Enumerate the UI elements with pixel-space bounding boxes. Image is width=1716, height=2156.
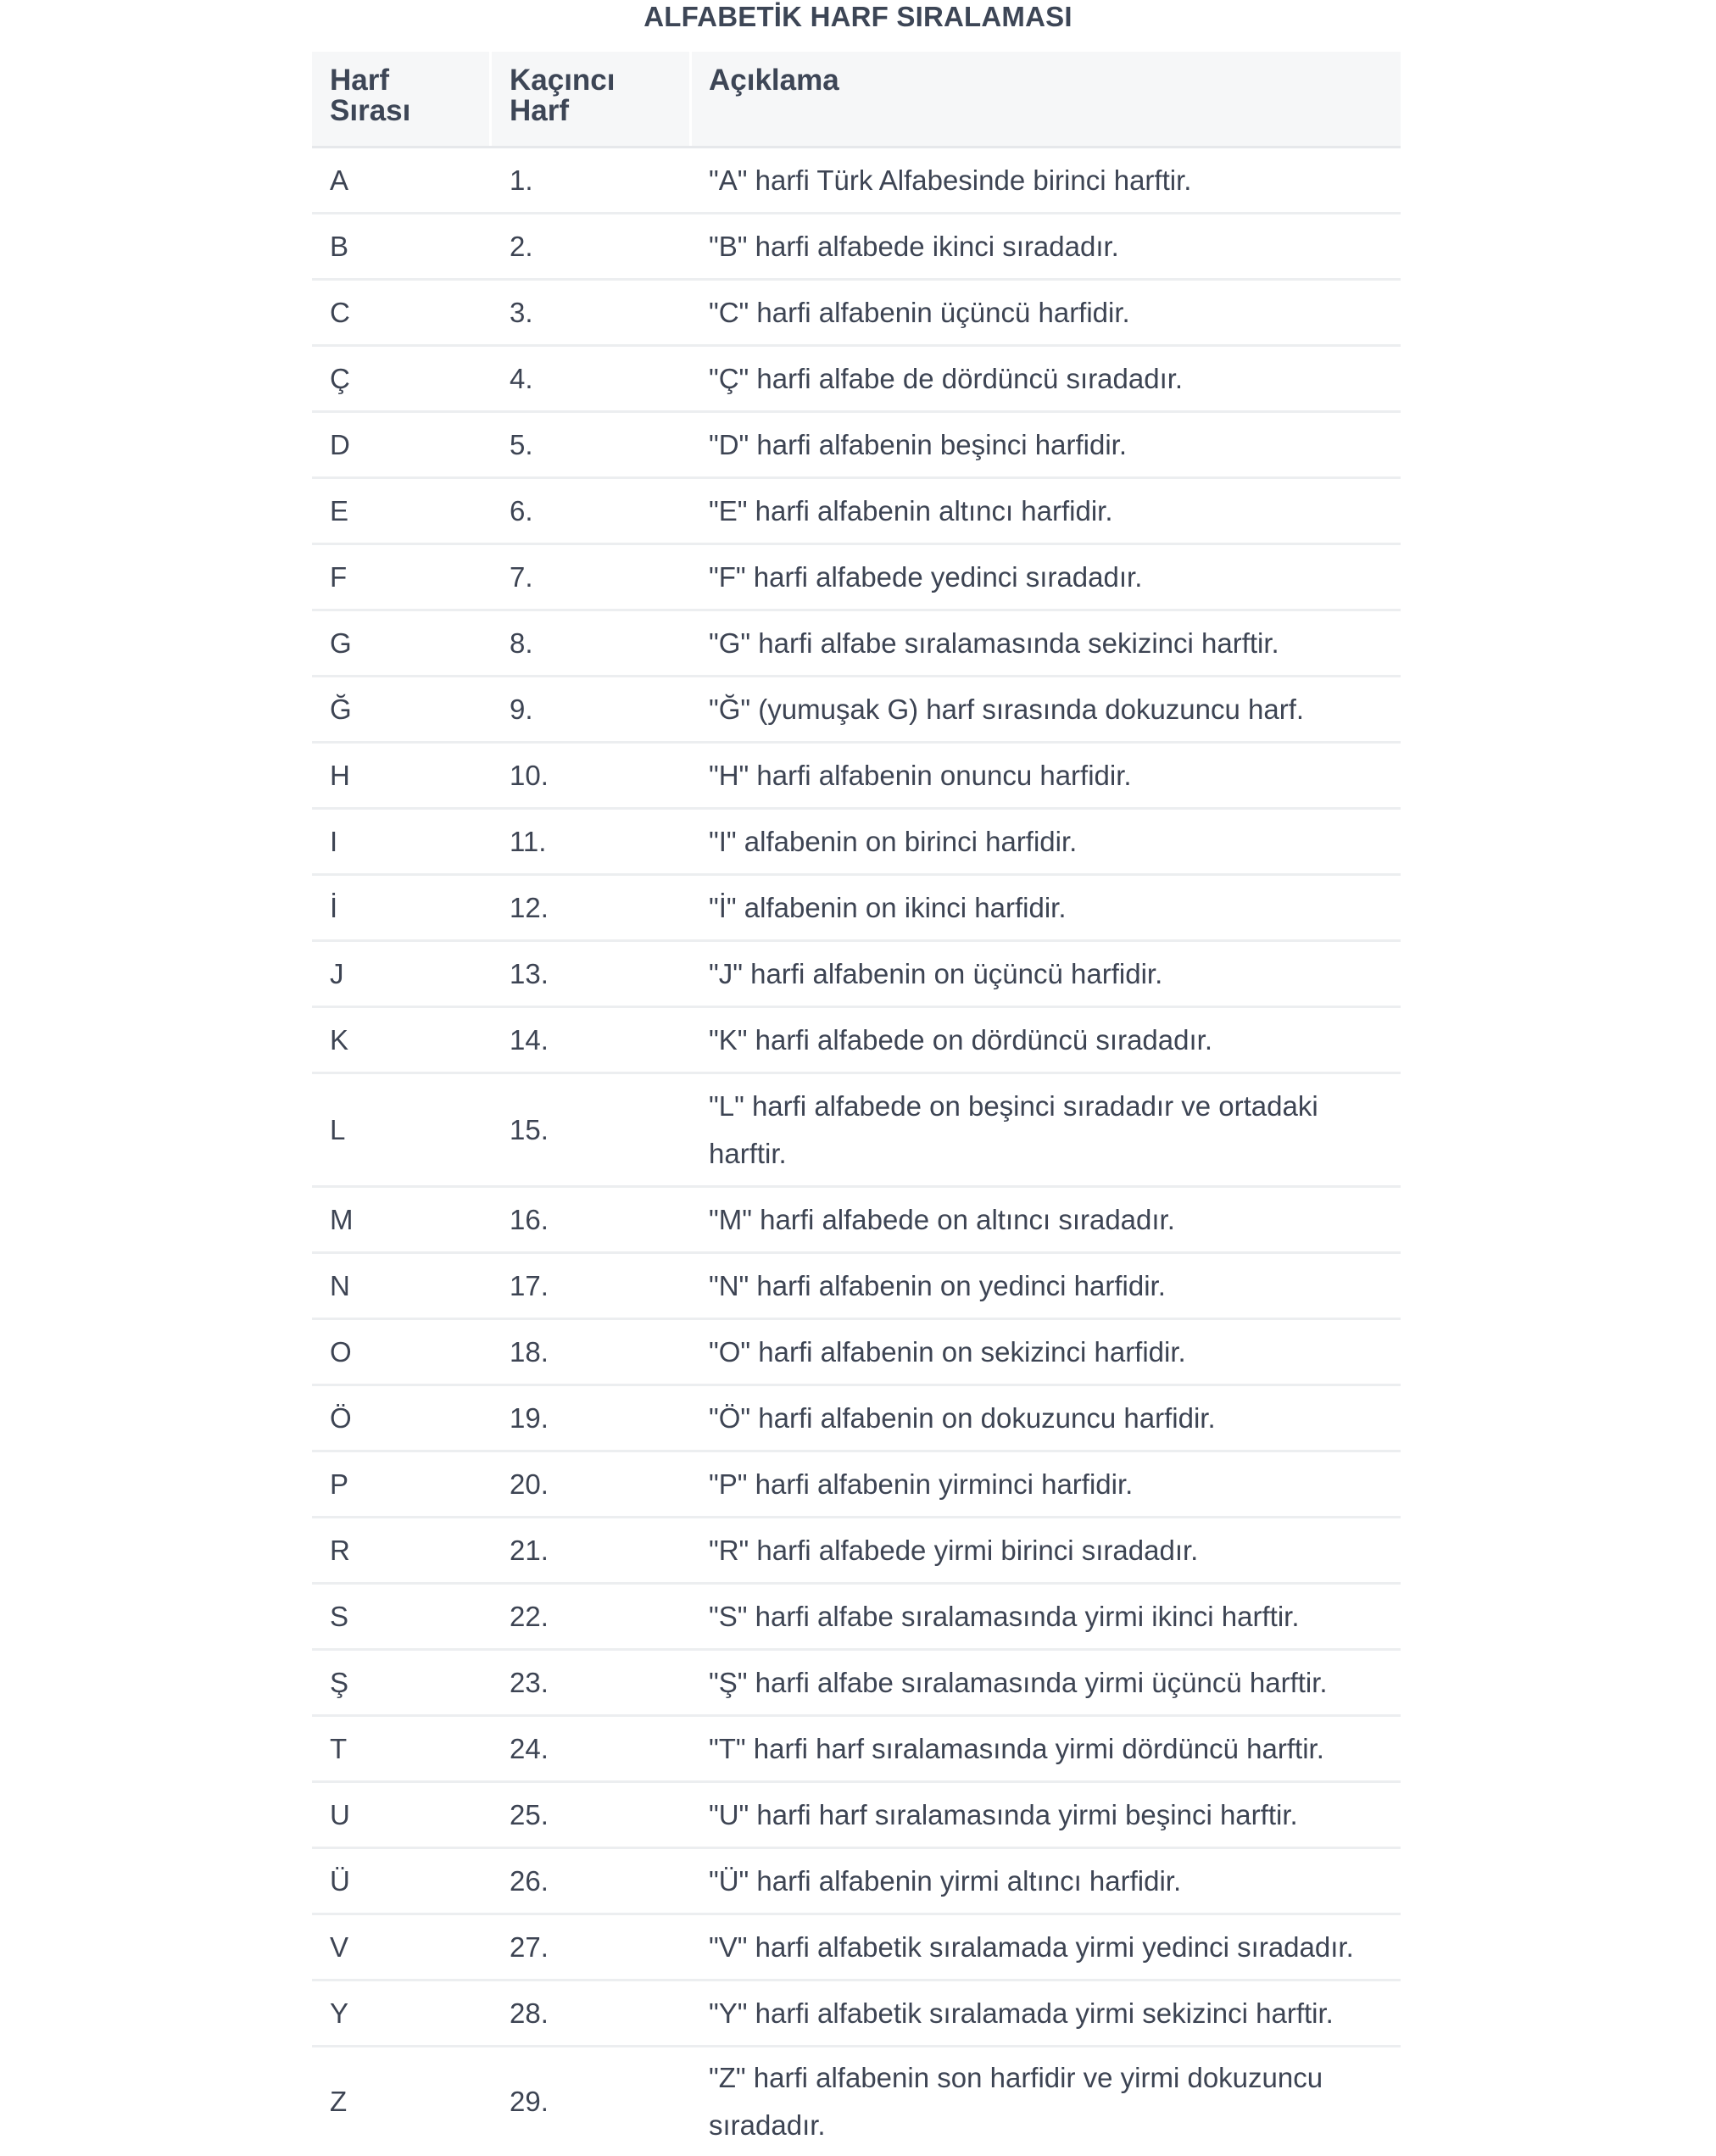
table-row (312, 545, 1401, 611)
cell-description: "H" harfi alfabenin onuncu harfidir. (709, 759, 1132, 791)
cell-order: 7. (510, 560, 533, 593)
cell-order: 21. (510, 1534, 549, 1566)
cell-description: "T" harfi harf sıralamasında yirmi dördüncü harftir. (709, 1732, 1324, 1764)
cell-description: "Ü" harfi alfabenin yirmi altıncı harfidir. (709, 1864, 1182, 1897)
cell-description: "E" harfi alfabenin altıncı harfidir. (709, 494, 1113, 526)
cell-letter: K (330, 1023, 349, 1056)
cell-order: 20. (510, 1468, 549, 1500)
page-title: ALFABETİK HARF SIRALAMASI (644, 1, 1072, 32)
table-row (312, 1651, 1401, 1717)
cell-order: 3. (510, 296, 533, 328)
cell-letter: T (330, 1732, 348, 1764)
cell-order: 10. (510, 759, 549, 791)
cell-order: 9. (510, 693, 533, 725)
cell-letter: E (330, 494, 349, 526)
cell-order: 22. (510, 1600, 549, 1632)
cell-order: 27. (510, 1930, 549, 1963)
cell-order: 4. (510, 362, 533, 394)
cell-order: 24. (510, 1732, 549, 1764)
cell-description: "U" harfi harf sıralamasında yirmi beşinci harftir. (709, 1798, 1298, 1830)
table-row (312, 2047, 1401, 2156)
cell-order: 26. (510, 1864, 549, 1897)
cell-order: 25. (510, 1798, 549, 1830)
cell-order: 8. (510, 627, 533, 659)
cell-description: "I" alfabenin on birinci harfidir. (709, 825, 1078, 857)
table-row (312, 413, 1401, 479)
cell-order: 28. (510, 1997, 549, 2029)
cell-letter: R (330, 1534, 350, 1566)
cell-letter: N (330, 1269, 350, 1301)
cell-letter: G (330, 627, 352, 659)
cell-letter: B (330, 230, 349, 262)
cell-order: 12. (510, 891, 549, 923)
table-row (312, 479, 1401, 545)
cell-order: 14. (510, 1023, 549, 1056)
cell-order: 1. (510, 164, 533, 196)
cell-letter: M (330, 1203, 354, 1235)
table-row (312, 214, 1401, 281)
cell-letter: A (330, 164, 349, 196)
cell-description: "M" harfi alfabede on altıncı sıradadır. (709, 1203, 1175, 1235)
cell-description: "R" harfi alfabede yirmi birinci sıradadır. (709, 1534, 1199, 1566)
cell-letter: S (330, 1600, 349, 1632)
alphabet-table (312, 52, 1401, 2156)
cell-letter: İ (330, 891, 338, 923)
cell-description: "K" harfi alfabede on dördüncü sıradadır. (709, 1023, 1212, 1056)
table-row (312, 1188, 1401, 1254)
table-row (312, 148, 1401, 214)
cell-description: "G" harfi alfabe sıralamasında sekizinci harftir. (709, 627, 1279, 659)
table-row (312, 347, 1401, 413)
table-row (312, 942, 1401, 1008)
header-harf-sirasi: Harf Sırası (312, 52, 492, 146)
cell-letter: J (330, 957, 344, 989)
cell-description: "S" harfi alfabe sıralamasında yirmi ikinci harftir. (709, 1600, 1300, 1632)
cell-order: 15. (510, 1113, 549, 1145)
table-row (312, 744, 1401, 810)
cell-description: "B" harfi alfabede ikinci sıradadır. (709, 230, 1119, 262)
cell-description: "F" harfi alfabede yedinci sıradadır. (709, 560, 1143, 593)
header-aciklama: Açıklama (709, 64, 839, 97)
cell-order: 11. (510, 825, 547, 857)
cell-order: 5. (510, 428, 533, 460)
cell-description: "Y" harfi alfabetik sıralamada yirmi sekizinci harftir. (709, 1997, 1334, 2029)
table-row (312, 810, 1401, 876)
table-row (312, 281, 1401, 347)
cell-letter: Ü (330, 1864, 350, 1897)
cell-description: "P" harfi alfabenin yirminci harfidir. (709, 1468, 1134, 1500)
table-row (312, 1717, 1401, 1783)
table-row (312, 1518, 1401, 1585)
table-row (312, 1008, 1401, 1074)
cell-description: "D" harfi alfabenin beşinci harfidir. (709, 428, 1128, 460)
table-row (312, 1254, 1401, 1320)
table-header (312, 52, 1401, 148)
cell-letter: P (330, 1468, 349, 1500)
cell-description: "Ç" harfi alfabe de dördüncü sıradadır. (709, 362, 1184, 394)
header-kacinci-harf: Kaçıncı Harf (492, 52, 692, 146)
cell-order: 29. (510, 2086, 549, 2117)
table-row (312, 1849, 1401, 1915)
cell-description: "O" harfi alfabenin on sekizinci harfidir. (709, 1335, 1186, 1368)
cell-description: "C" harfi alfabenin üçüncü harfidir. (709, 296, 1130, 328)
table-row (312, 1915, 1401, 1981)
cell-description: "Ğ" (yumuşak G) harf sırasında dokuzuncu harf. (709, 693, 1305, 725)
cell-letter: U (330, 1798, 350, 1830)
cell-order: 17. (510, 1269, 549, 1301)
cell-order: 19. (510, 1401, 549, 1434)
cell-description: "Ş" harfi alfabe sıralamasında yirmi üçüncü harftir. (709, 1666, 1328, 1698)
cell-letter: Ç (330, 362, 350, 394)
table-row (312, 1386, 1401, 1452)
cell-letter: Z (330, 2086, 348, 2117)
table-row (312, 1074, 1401, 1188)
cell-description: "Z" harfi alfabenin son harfidir ve yirmi dokuzuncu sıradadır. (709, 2062, 1323, 2141)
table-row (312, 1783, 1401, 1849)
table-row (312, 677, 1401, 744)
cell-description: "N" harfi alfabenin on yedinci harfidir. (709, 1269, 1166, 1301)
cell-letter: F (330, 560, 348, 593)
cell-description: "J" harfi alfabenin on üçüncü harfidir. (709, 957, 1163, 989)
table-row (312, 1585, 1401, 1651)
cell-letter: L (330, 1113, 346, 1145)
cell-letter: D (330, 428, 350, 460)
table-body (312, 148, 1401, 2156)
cell-letter: Y (330, 1997, 349, 2029)
cell-description: "Ö" harfi alfabenin on dokuzuncu harfidir. (709, 1401, 1216, 1434)
table-row (312, 1452, 1401, 1518)
cell-letter: O (330, 1335, 352, 1368)
table-row (312, 1320, 1401, 1386)
cell-letter: Ö (330, 1401, 352, 1434)
cell-letter: H (330, 759, 350, 791)
cell-letter: Ğ (330, 693, 352, 725)
cell-letter: V (330, 1930, 349, 1963)
cell-letter: Ş (330, 1666, 349, 1698)
cell-letter: I (330, 825, 338, 857)
cell-order: 16. (510, 1203, 549, 1235)
cell-letter: C (330, 296, 350, 328)
table-row (312, 611, 1401, 677)
cell-description: "A" harfi Türk Alfabesinde birinci harftir. (709, 164, 1192, 196)
table-row (312, 876, 1401, 942)
cell-order: 13. (510, 957, 549, 989)
cell-description: "L" harfi alfabede on beşinci sıradadır ve ortadaki harftir. (709, 1089, 1318, 1169)
table-row (312, 1981, 1401, 2047)
cell-order: 6. (510, 494, 533, 526)
cell-order: 18. (510, 1335, 549, 1368)
cell-description: "V" harfi alfabetik sıralamada yirmi yedinci sıradadır. (709, 1930, 1354, 1963)
cell-order: 2. (510, 230, 533, 262)
cell-description: "İ" alfabenin on ikinci harfidir. (709, 891, 1067, 923)
cell-order: 23. (510, 1666, 549, 1698)
